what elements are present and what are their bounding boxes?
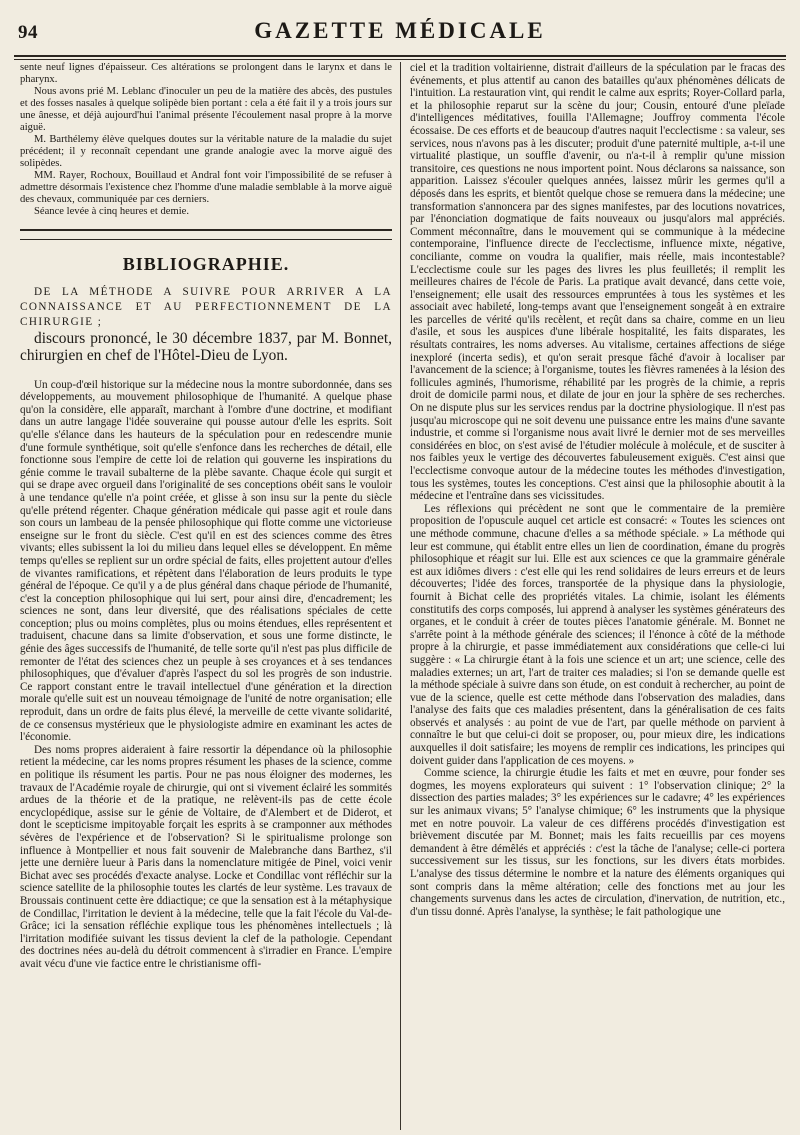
section-rule: [20, 229, 392, 231]
article-subject: DE LA MÉTHODE A SUIVRE POUR ARRIVER A LA CONNAISSANCE ET AU PERFECTIONNEMENT DE LA CHIRURGIE ;: [20, 285, 392, 328]
article-byline: discours prononcé, le 30 décembre 1837, par M. Bonnet, chirurgien en chef de l'Hôtel-Dieu de Lyon.: [20, 329, 392, 365]
report-paragraph: MM. Rayer, Rochoux, Bouillaud et Andral font voir l'impossibilité de se refuser à admettre désormais l'existence chez l'homme d'une maladie semblable à la morve aiguë des chevaux, communiquée par ces derniers.: [20, 170, 392, 205]
header-rule-thin: [14, 59, 786, 60]
report-paragraph: M. Barthélemy élève quelques doutes sur la véritable nature de la maladie du sujet précédent; il y reconnaît cependant une grande analogie avec la morve aiguë des solipèdes.: [20, 134, 392, 169]
column-divider: [400, 62, 401, 1130]
article-paragraph: Des noms propres aideraient à faire ressortir la dépendance où la philosophie retient la médecine, car les noms propres résument les phases de la science, comme en politique ils résument les partis. Pour ne pas nous éloigner des modernes, les travaux de l'Académie royale de chirurgie, qui ont si vivement éclairé les sommités ardues de la théorie et de la pratique, ne relèvent-ils pas de cette école encyclopédique, assise sur le génie de Voltaire, de d'Alembert et de Diderot, et dont le scepticisme impitoyable forçait les esprits à se cramponner aux méthodes sévères de l'expérience et de l'observation? Si le spiritualisme prolonge son influence à Montpellier et nous fait souvenir de Malebranche dans Barthez, s'il jette une dernière lueur à Paris dans la nomenclature mitigée de Pinel, voici venir Bichat avec ses procédés d'exacte analyse. Locke et Condillac vont réfléchir sur la science satellite de la philosophie toutes les clartés de leur système. Les travaux de Broussais continuent cette ère ddiactique; ce que la sensation est à la métaphysique de Condillac, l'irritation le devient à la médecine, telle que la fait l'école du Val-de-Grâce; ici la sensation réfléchie explique tous les phénomènes intellectuels ; là l'irritation modifiée suivant les tissus devient la clef de la pathologie. Cependant des doctrines nées au-delà du détroit commencent à s'irradier en France. L'empire avait vécu d'une vie factice entre le christianisme offi-: [20, 743, 392, 970]
section-title: BIBLIOGRAPHIE.: [122, 254, 290, 274]
masthead-title: GAZETTE MÉDICALE: [254, 18, 546, 43]
section-rule-thin: [20, 239, 392, 240]
page-header: [14, 18, 786, 48]
article-paragraph: Comme science, la chirurgie étudie les faits et met en œuvre, pour fonder ses dogmes, les moyens explorateurs qui suivent : 1° l'observation clinique; 2° la dissection des parties malades; 3° les expériences sur le cadavre; 4° les expériences sur les animaux vivans; 5° l'analyse chimique; 6° les instruments que la physique met en notre pouvoir. La valeur de ces différens procédés d'investigation est brièvement discutée par M. Bonnet; mais les faits recueillis par ces moyens demandent à être démêlés et appréciés : c'est la tâche de l'analyse; celle-ci portera successivement sur les tissus, sur les fonctions, sur les divers états morbides. L'analyse des tissus détermine le nombre et la nature des éléments organiques qui sont compris dans la même altération; celle des fonctions met au jour les changements survenus dans les actes de circulation, d'inervation, de nutrition, etc., d'un tissu donné. Après l'analyse, la synthèse; le fait pathologique une: [410, 767, 785, 918]
page-number: 94: [18, 22, 38, 43]
right-column: [410, 62, 785, 1127]
header-rule: [14, 55, 786, 57]
article-paragraph: Un coup-d'œil historique sur la médecine nous la montre subordonnée, dans ses développements, au mouvement philosophique de l'humanité. A quelque phase qu'on la considère, elle apparaît, marchant à l'ombre d'une doctrine, et modifiant dans un autre langage l'idée souveraine qui pousse autour d'elle les esprits. Soit qu'elle s'élance dans les hauteurs de la spéculation pour en redescendre munie d'une formule synthétique, soit qu'elle s'enfonce dans les recherches de détail, elle fonctionne sous l'empire de cette loi de relation qui gouverne les inspirations du génie comme le travail subalterne de la plèbe savante. Chaque école qui surgit et qui se drape avec orgueil dans l'originalité de ses conceptions obéit sans le vouloir à une tendance qu'elle n'a point créée, et glisse à son insu sur la pente du siècle qu'elle prétend régenter. Chaque génération médicale qui passe agit et roule dans son cours un lambeau de la pensée philosophique qui flotte comme une victorieuse enseigne sur le front du siècle. C'est qu'il en est des sciences comme des êtres vivants; elles subissent la loi du milieu dans lequel elles se développent. En même temps qu'elles se replient sur un ordre spécial de faits, elles projettent autour d'elles de vivantes ramifications, et répètent dans l'élaboration de leurs produits le type général de l'époque. Ce qu'il y a de plus général dans chaque période de l'humanité, c'est la conception philosophique qui lui sert, pour ainsi dire, d'encadrement; les sciences ne sont, dans leur diversité, que des réalisations spéciales de cette conception; plus ou moins complètes, plus ou moins étendues, elles représentent et traduisent, chacune dans sa limite d'observation, et sous une forme distincte, le génie des âges successifs de l'humanité, de telle sorte qu'il n'est pas plus difficile de remonter de l'état des sciences chez un peuple à ses croyances et à ses tendances philosophiques, que d'évaluer d'après l'aspect du sol les progrès de son industrie. Ce rapport constant entre le travail intellectuel d'une génération et la direction morale qu'elle suit est un nouveau témoignage de l'unité de notre organisation; elle reproduit, dans un ordre de faits plus élevé, la merveille de cette vivante solidarité, de ce consensus mystérieux que le physiologiste admire en examinant les actes de l'économie.: [20, 378, 392, 744]
article-paragraph: Les réflexions qui précèdent ne sont que le commentaire de la première proposition de l'opuscule auquel cet article est consacré: « Toutes les sciences ont une méthode commune, chacune d'elles a sa méthode spéciale. » La méthode qui leur est commune, qui établit entre elles un lien de coordination, émane du progrès philosophique et réagit sur lui. Elle est aux sciences ce que la grammaire générale est aux idiômes divers : c'est elle qui les rend solidaires de leurs erreurs et de leurs découvertes; l'idée des forces, transportée de la physique dans la physiologie, fournit à Bichat celle des propriétés vitales. La chimie, isolant les éléments constitutifs des corps composés, lui apprend à analyser les systèmes générateurs des organes, et le conduit à créer de toutes pièces l'anatomie générale. M. Bonnet ne s'arrête point à la méthode générale des sciences; il l'énonce à côté de la méthode propre à la chirurgie, et passe immédiatement aux considérations que celle-ci lui suggère : « La chirurgie étant à la fois une science et un art; une science, celle des maladies externes; un art, l'art de traiter ces maladies; si l'on se demande quelle est la méthode spéciale à suivre dans son étude, on est conduit à rechercher, au point de vue de la science, quelle est cette méthode dans l'observation des maladies, dans l'analyse des faits que ces maladies présentent, dans la généralisation de ces faits observés et analysés : au point de vue de l'art, par quelle méthode on parvient à connaître le but que celui-ci doit se proposer, ou, pour mieux dire, les indications auxquelles il doit satisfaire; les moyens de remplir ces indications, les principes qui doivent guider dans l'application de ces moyens. »: [410, 502, 785, 767]
left-column: [20, 62, 392, 1127]
article-paragraph: ciel et la tradition voltairienne, distrait d'ailleurs de la spéculation par le fracas des événements, et plus attentif au canon des batailles qu'aux phénomènes délicats de l'intuition. La restauration vint, qui rendit le calme aux esprits; Royer-Collard parla, et la philosophie reparut sur la scène du jour; Cousin, entouré d'une pleïade d'intelligences méditatives, fouilla l'Allemagne; Jouffroy commenta l'école écossaise. De ces efforts et de beaucoup d'autres naquit l'ecclectisme : sa valeur, ses services, nous n'avons pas à les discuter; produit d'une paternité multiple, a-t-il une virtualité plastique, un souffle d'avenir, ou n'a-t-il à remplir qu'une mission transitoire, ces questions ne nous importent point. Nous déclarons sa naissance, son apparition. Laissez s'écouler quelques années, laissez mûrir les germes qu'il a déposés dans les esprits, et bientôt quelque chose se remuera dans la médecine; une transformation s'annoncera par des signes manifestes, par des locutions novatrices, par l'énonciation dogmatique de faits nouveaux ou jusqu'alors mal appréciés. Comment méconnaître, dans le mouvement qui se communique à la médecine contemporaine, l'influence directe de l'ecclectisme, influence mixte, négative, conciliante, comme on voudra la qualifier, mais réelle, mais incontestable? L'ecclectisme coule sur les pages des livres les plus feuilletés; il remplit les meilleures chaires de l'école de Paris. La pratique avait devancé, dans cette voie, l'enseignement; elle usait des ressources empruntées à tous les systèmes et les associait avec habileté, long-temps avant que l'enseignement songeât à en extraire les parcelles de vérité qu'ils recèlent, et reçût dans sa chaire, comme en un lieu d'asile, et sous les auspices d'une libérale hospitalité, les faits disparates, les résultats contraires, les noms adverses. Au vitalisme, certaines affections de siége inexploré (incerta sedis), et qu'on serait presque fâché d'avoir à localiser par l'avancement de la science; à l'organisme, toutes les fièvres ramenées à la lésion des follicules agminés, l'humorisme, réhabilité par les progrès de la chimie, a repris droit de domicile parmi nous, et dilate de jour en jour la sphère de ses recherches. On ne dispute plus sur les services rendus par la doctrine physiologique. Il n'est pas jusqu'au microscope qui ne soit devenu une puissance entre les mains d'une savante industrie, et comme si l'organisme nous avait livré le dernier mot de ses merveilles considérées en bloc, on s'est avisé de l'étudier molécule à molécule, et de susciter à nos faibles yeux le vertige des découvertes fabuleusement exiguës. C'est ainsi que l'ecclectisme convoque autour de la médecine toutes les méthodes d'investigation, tous les systèmes, toutes les conceptions. C'est ainsi que la philosophie aboutit à la médecine et l'entraîne dans ses vicissitudes.: [410, 62, 785, 503]
report-paragraph: sente neuf lignes d'épaisseur. Ces altérations se prolongent dans le larynx et dans le pharynx.: [20, 62, 392, 85]
session-closing: Séance levée à cinq heures et demie.: [34, 206, 190, 217]
report-paragraph: Nous avons prié M. Leblanc d'inoculer un peu de la matière des abcès, des pustules et des fosses nasales à quelque solipède bien portant : cela a été fait il y a trois jours sur une ânesse, et déjà aujourd'hui l'animal présente l'écoulement nasal propre à la morve aiguë.: [20, 86, 392, 133]
